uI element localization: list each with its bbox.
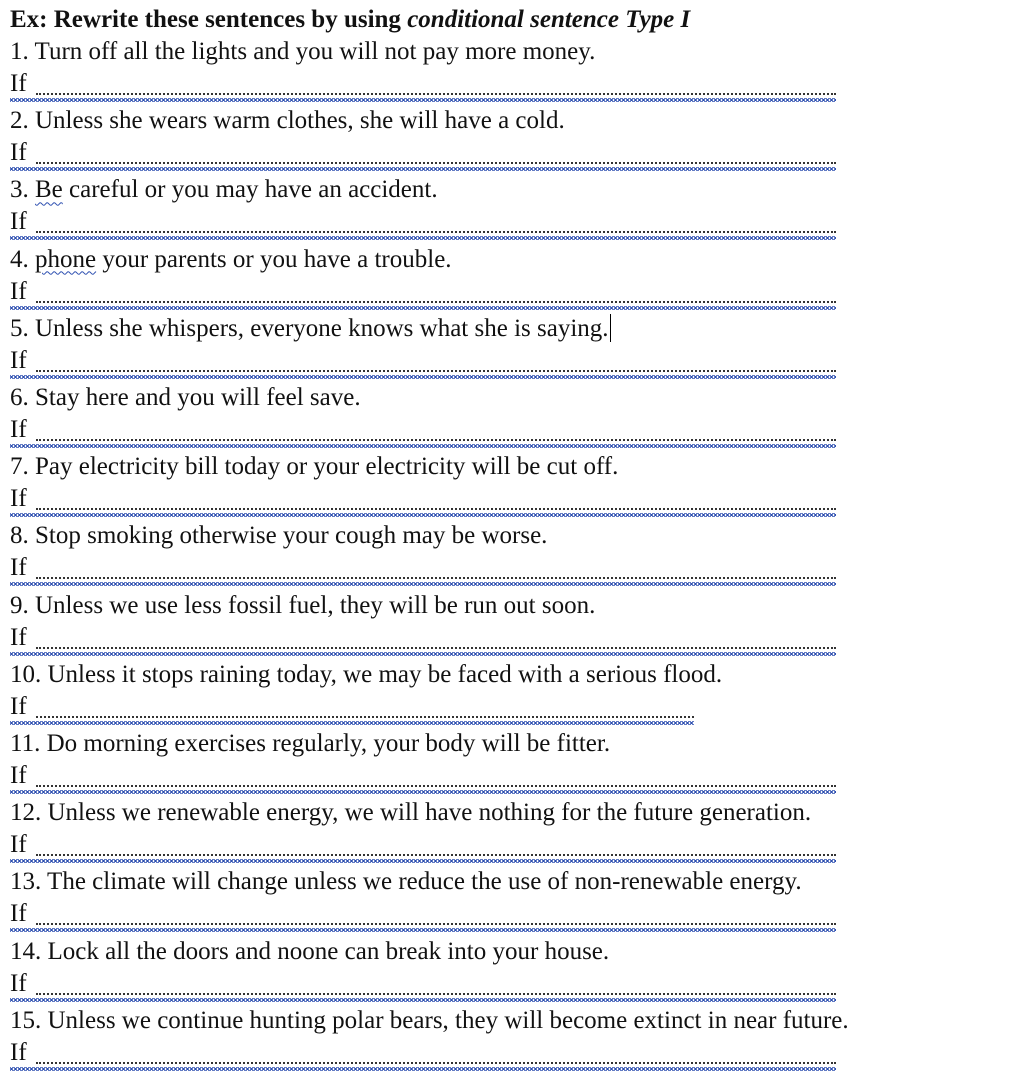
- answer-line[interactable]: [10, 622, 27, 654]
- grammar-check-underline: [10, 582, 836, 586]
- if-label: If: [10, 900, 27, 928]
- exercise-sentence: [10, 936, 609, 968]
- if-label: If: [10, 692, 27, 720]
- grammar-check-underline: [10, 1067, 836, 1071]
- exercise-sentence: [10, 866, 802, 898]
- if-label: If: [10, 623, 27, 651]
- exercise-title: [10, 3, 690, 37]
- grammar-check-underline: [10, 998, 836, 1002]
- sentence-text: 1. Turn off all the lights and you will not pay more money.: [10, 38, 596, 65]
- exercise-sentence: [10, 728, 610, 760]
- answer-blank[interactable]: [36, 647, 836, 649]
- answer-blank[interactable]: [36, 439, 836, 441]
- exercise-sentence: [10, 1005, 849, 1037]
- exercise-title-prefix: Ex: Rewrite these sentences by using: [10, 6, 408, 33]
- exercise-sentence: [10, 244, 452, 276]
- exercise-sentence: [10, 590, 595, 622]
- if-label: If: [10, 70, 27, 97]
- answer-blank[interactable]: [36, 577, 836, 579]
- answer-line[interactable]: [10, 898, 27, 930]
- answer-line[interactable]: [10, 1037, 27, 1069]
- answer-line[interactable]: [10, 68, 27, 100]
- grammar-check-underline: [10, 513, 836, 517]
- if-label: If: [10, 485, 27, 513]
- exercise-sentence: [10, 36, 595, 68]
- exercise-sentence: [10, 313, 611, 345]
- answer-line[interactable]: [10, 760, 27, 792]
- exercise-sentence: [10, 105, 565, 137]
- sentence-text: 4.: [10, 245, 35, 273]
- answer-line[interactable]: [10, 483, 27, 515]
- grammar-check-underline: [10, 444, 836, 448]
- if-label: If: [10, 1038, 27, 1066]
- sentence-text: 9. Unless we use less fossil fuel, they will be run out soon.: [10, 591, 596, 619]
- answer-blank[interactable]: [36, 923, 836, 925]
- answer-blank[interactable]: [36, 854, 836, 856]
- exercise-sentence: [10, 520, 547, 552]
- exercise-sentence: [10, 797, 811, 829]
- answer-line[interactable]: [10, 206, 27, 238]
- answer-blank[interactable]: [36, 716, 694, 718]
- sentence-text: 2. Unless she wears warm clothes, she will have a cold.: [10, 107, 565, 135]
- exercise-sentence: [10, 174, 438, 206]
- grammar-check-underline: [10, 859, 836, 863]
- sentence-text: 5. Unless she whispers, everyone knows what she is saying.: [10, 314, 609, 342]
- spellcheck-flagged-word: phone: [35, 245, 97, 273]
- sentence-text: your parents or you have a trouble.: [96, 245, 452, 273]
- text-cursor: [610, 314, 611, 342]
- if-label: If: [10, 139, 27, 167]
- grammar-check-underline: [10, 167, 836, 171]
- grammar-check-underline: [10, 721, 694, 725]
- sentence-text: 12. Unless we renewable energy, we will have nothing for the future generation.: [10, 799, 812, 827]
- grammar-check-underline: [10, 375, 836, 379]
- spellcheck-flagged-word: Be: [35, 176, 63, 204]
- answer-line[interactable]: [10, 137, 27, 169]
- answer-blank[interactable]: [36, 162, 836, 164]
- sentence-text: 7. Pay electricity bill today or your electricity will be cut off.: [10, 453, 619, 481]
- answer-blank[interactable]: [36, 993, 836, 995]
- sentence-text: 13. The climate will change unless we reduce the use of non-renewable energy.: [10, 868, 802, 896]
- answer-blank[interactable]: [36, 508, 836, 510]
- answer-line[interactable]: [10, 829, 27, 861]
- answer-line[interactable]: [10, 552, 27, 584]
- if-label: If: [10, 969, 27, 997]
- grammar-check-underline: [10, 790, 836, 794]
- sentence-text: 15. Unless we continue hunting polar bears, they will become extinct in near future.: [10, 1006, 849, 1034]
- answer-line[interactable]: [10, 414, 27, 446]
- sentence-text: careful or you may have an accident.: [62, 176, 438, 204]
- answer-blank[interactable]: [36, 301, 836, 303]
- grammar-check-underline: [10, 98, 836, 102]
- answer-blank[interactable]: [36, 370, 836, 372]
- answer-line[interactable]: [10, 345, 27, 377]
- sentence-text: 8. Stop smoking otherwise your cough may be worse.: [10, 522, 548, 550]
- grammar-check-underline: [10, 928, 836, 932]
- exercise-sentence: [10, 451, 618, 483]
- if-label: If: [10, 762, 27, 789]
- exercise-title-emphasis: conditional sentence Type I: [407, 6, 691, 33]
- if-label: If: [10, 831, 27, 859]
- grammar-check-underline: [10, 652, 836, 656]
- sentence-text: 10. Unless it stops raining today, we may be faced with a serious flood.: [10, 660, 723, 688]
- sentence-text: 11. Do morning exercises regularly, your body will be fitter.: [10, 730, 611, 757]
- sentence-text: 14. Lock all the doors and noone can break into your house.: [10, 937, 610, 965]
- exercise-sentence: [10, 659, 722, 691]
- answer-blank[interactable]: [36, 93, 836, 95]
- sentence-text: 3.: [10, 176, 35, 204]
- if-label: If: [10, 277, 27, 305]
- grammar-check-underline: [10, 306, 836, 310]
- answer-blank[interactable]: [36, 1062, 836, 1064]
- exercise-sentence: [10, 382, 361, 414]
- answer-line[interactable]: [10, 691, 27, 723]
- answer-blank[interactable]: [36, 231, 836, 233]
- if-label: If: [10, 346, 27, 374]
- grammar-check-underline: [10, 236, 836, 240]
- answer-line[interactable]: [10, 968, 27, 1000]
- answer-line[interactable]: [10, 276, 27, 308]
- answer-blank[interactable]: [36, 785, 836, 787]
- sentence-text: 6. Stay here and you will feel save.: [10, 384, 361, 411]
- if-label: If: [10, 208, 27, 236]
- if-label: If: [10, 416, 27, 443]
- if-label: If: [10, 554, 27, 582]
